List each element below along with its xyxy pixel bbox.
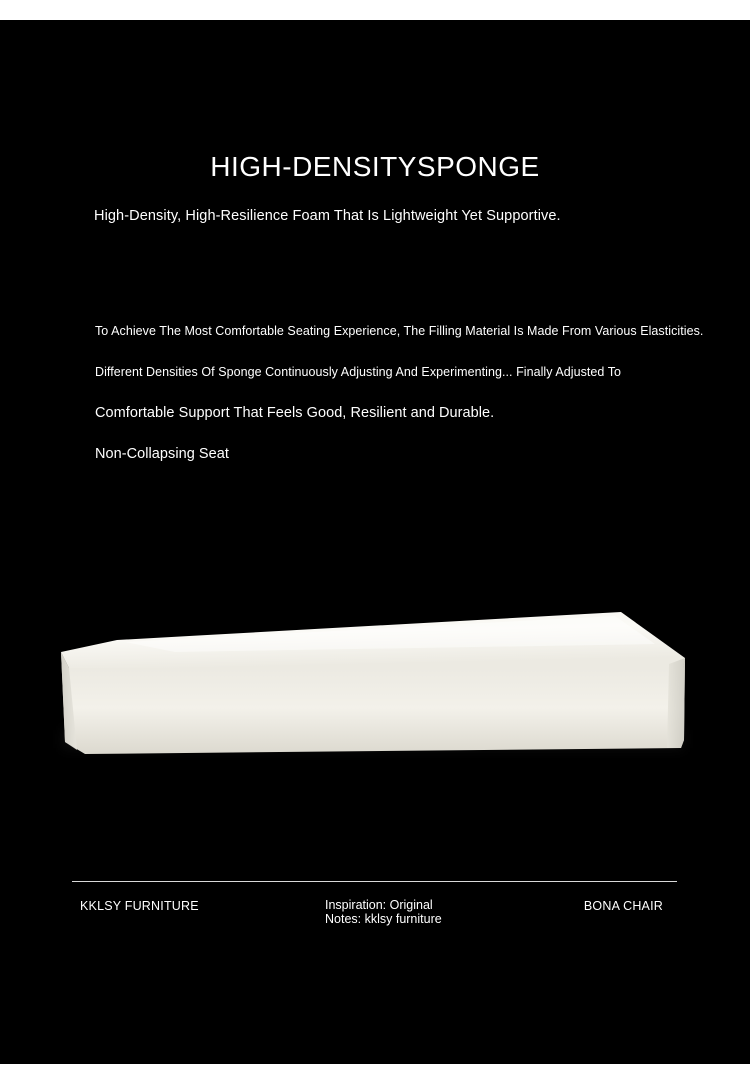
footer-brand: KKLSY FURNITURE xyxy=(80,899,199,913)
footer-inspiration: Inspiration: Original xyxy=(325,898,433,912)
footer-notes xyxy=(325,899,442,926)
body-line-4: Non-Collapsing Seat xyxy=(95,445,229,462)
slide-canvas xyxy=(0,20,750,1064)
footer-divider xyxy=(72,881,677,882)
foam-block-image xyxy=(55,612,685,757)
footer-note: Notes: kklsy furniture xyxy=(325,911,442,926)
footer-product: BONA CHAIR xyxy=(583,899,663,913)
body-line-1: To Achieve The Most Comfortable Seating Experience, The Filling Material Is Made From Various Elasticities. xyxy=(95,324,704,338)
foam-block-illustration xyxy=(55,612,685,757)
body-line-3: Comfortable Support That Feels Good, Resilient and Durable. xyxy=(95,405,495,421)
page-subtitle: High-Density, High-Resilience Foam That Is Lightweight Yet Supportive. xyxy=(94,208,561,224)
body-line-2: Different Densities Of Sponge Continuously Adjusting And Experimenting... Finally Adjusted To xyxy=(95,364,622,379)
page-title: HIGH-DENSITYSPONGE xyxy=(210,151,540,182)
body-text-block xyxy=(95,325,735,461)
footer xyxy=(72,897,677,937)
